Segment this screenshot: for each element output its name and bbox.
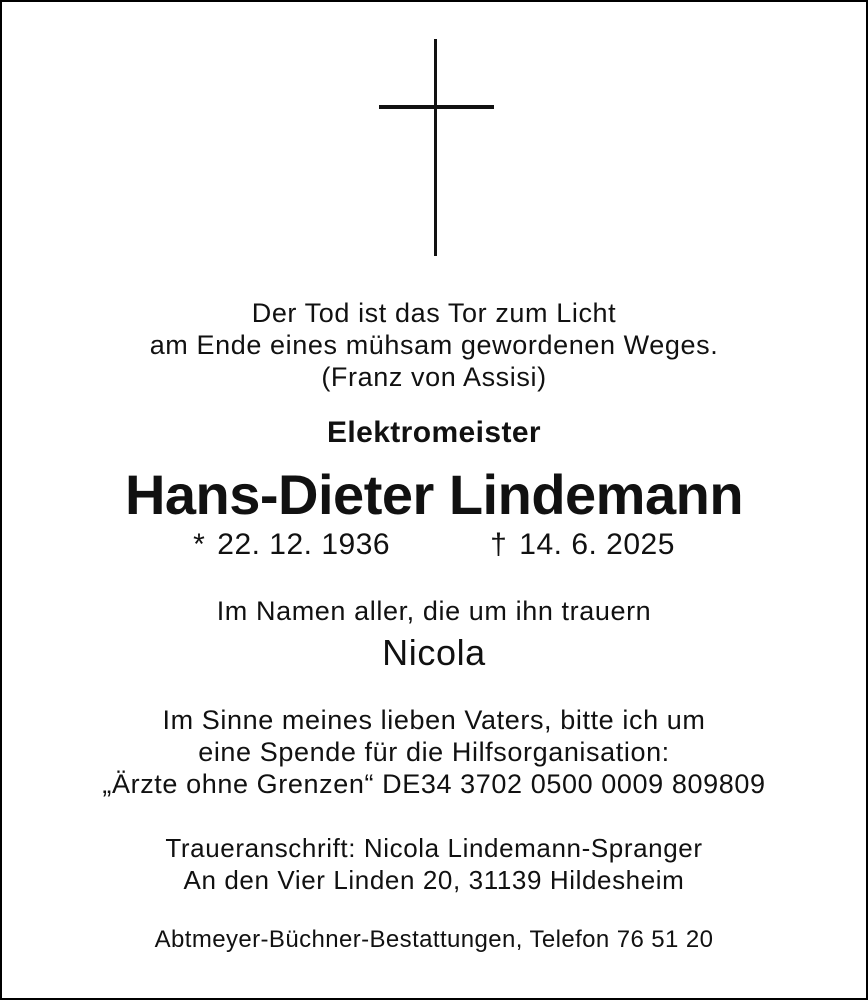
address-line-2: An den Vier Linden 20, 31139 Hildesheim xyxy=(183,865,685,895)
donation-line-1: Im Sinne meines lieben Vaters, bitte ich um xyxy=(162,705,706,735)
birth-star-icon: * xyxy=(193,528,206,561)
mourner-name: Nicola xyxy=(382,632,486,673)
quote-attribution: (Franz von Assisi) xyxy=(321,362,547,392)
death-date: 14. 6. 2025 xyxy=(519,528,675,561)
donation-line-2: eine Spende für die Hilfsorganisation: xyxy=(198,737,670,767)
life-dates xyxy=(2,528,866,562)
mourning-line: Im Namen aller, die um ihn trauern xyxy=(216,596,652,626)
death-dagger-icon: † xyxy=(490,528,508,561)
cross-vertical-bar xyxy=(434,39,437,256)
epitaph-quote xyxy=(2,297,866,393)
birth-date-group xyxy=(193,528,390,562)
death-date-group xyxy=(490,528,675,562)
quote-line-2: am Ende eines mühsam gewordenen Weges. xyxy=(149,330,719,360)
profession-title: Elektromeister xyxy=(326,416,542,449)
cross-horizontal-bar xyxy=(379,105,494,109)
donation-request xyxy=(2,704,866,800)
quote-line-1: Der Tod ist das Tor zum Licht xyxy=(251,298,617,328)
donation-iban-line: „Ärzte ohne Grenzen“ DE34 3702 0500 0009 809809 xyxy=(102,769,766,799)
funeral-home-line: Abtmeyer-Büchner-Bestattungen, Telefon 76 51 20 xyxy=(154,926,714,953)
birth-date: 22. 12. 1936 xyxy=(217,528,391,561)
mourning-address xyxy=(2,832,866,896)
deceased-name: Hans-Dieter Lindemann xyxy=(124,463,744,526)
address-line-1: Traueranschrift: Nicola Lindemann-Spranger xyxy=(165,833,703,863)
